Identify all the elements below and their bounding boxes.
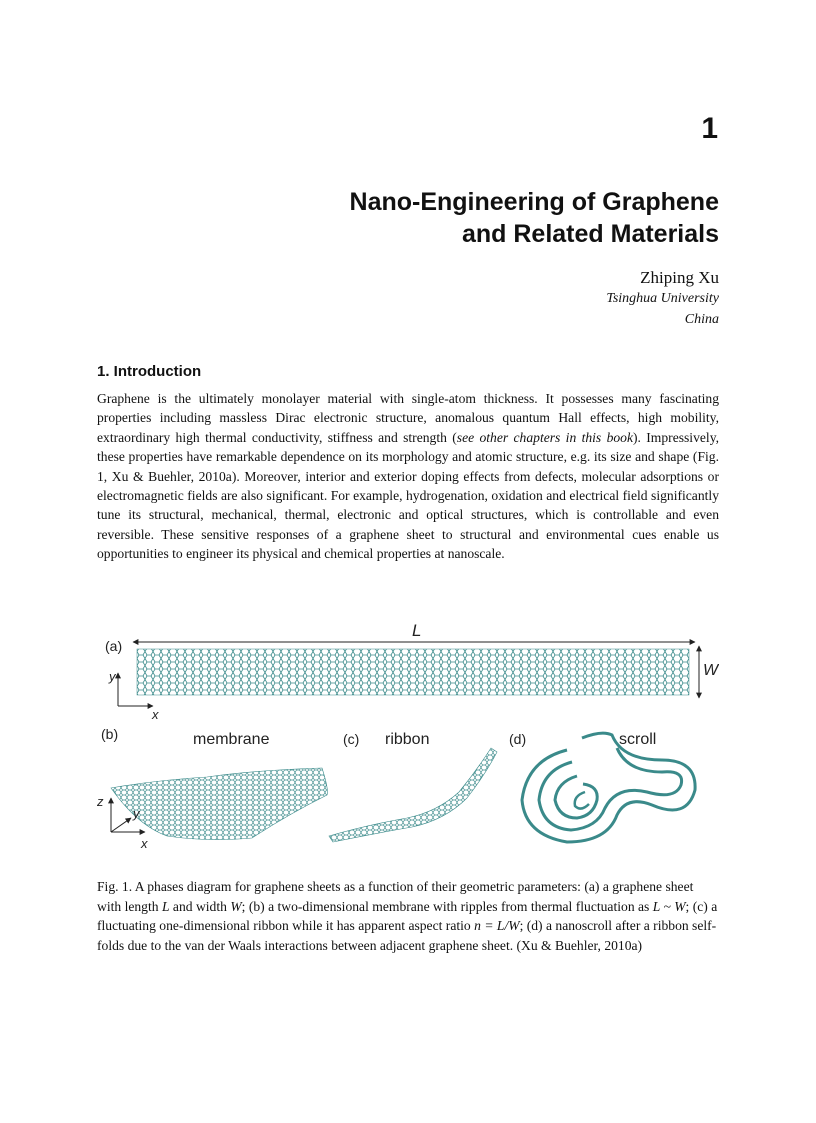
title-membrane: membrane [193, 731, 270, 748]
axis-x-label: x [152, 707, 159, 722]
section-heading: 1. Introduction [97, 363, 202, 380]
caption-var-W: W [230, 898, 242, 914]
chapter-title-line-1: Nano-Engineering of Graphene [349, 188, 719, 216]
label-W: W [703, 662, 719, 679]
caption-text-2: and width [169, 898, 231, 914]
caption-text-4: ; (c) a fluctuating one-dimensional ribbon while it has apparent aspect ratio [97, 898, 718, 934]
label-b: (b) [101, 726, 119, 742]
axis-y2-label: y [133, 806, 140, 821]
caption-text-5: ; (d) a nanoscroll after a ribbon self-folds due to the van der Waals interactions between adjacent graphene sheet. (Xu & Buehler, 2010a) [97, 918, 717, 953]
title-scroll: scroll [619, 731, 657, 748]
chapter-title-line-2: and Related Materials [461, 220, 719, 248]
chapter-title [199, 186, 719, 250]
figure-1 [97, 620, 719, 860]
intro-italic: see other chapters in this book [456, 429, 633, 445]
author-name: Zhiping Xu [640, 268, 719, 287]
intro-text-1: Graphene is the ultimately monolayer material with single-atom thickness. It possesses many fascinating properties including massless Dirac electronic structure, anomalous quantum Hall effects, high mobility, extraordinary high thermal conductivity, stiffness and strength ( [97, 391, 719, 445]
scroll-shape [522, 733, 695, 842]
caption-text-3: ; (b) a two-dimensional membrane with ripples from thermal fluctuation as [241, 898, 653, 914]
title-ribbon: ribbon [385, 731, 430, 748]
chapter-number: 1 [701, 112, 718, 145]
author-country: China [684, 312, 719, 327]
ribbon-shape [329, 748, 497, 842]
caption-var-L: L [161, 898, 170, 914]
figure-caption [97, 877, 719, 955]
caption-sim: L ~ W [652, 898, 686, 914]
axis-y2-arrow [111, 818, 131, 832]
label-a: (a) [105, 638, 123, 654]
author-affiliation: Tsinghua University [606, 291, 719, 306]
axis-x2-label: x [141, 836, 148, 851]
intro-paragraph [97, 389, 719, 564]
label-c: (c) [343, 731, 360, 747]
label-d: (d) [509, 731, 527, 747]
membrane-sheet [111, 768, 327, 840]
label-L: L [412, 621, 422, 640]
intro-text-2: ). Impressively, these properties have remarkable dependence on its morphology and atomic structure, e.g. its size and shape (Fig. 1, Xu & Buehler, 2010a). Moreover, interior and exterior doping effects from defects, molecular adsorptions or electromagnetic fields are also significant. For example, hydrogenation, oxidation and electrical field significantly tune its structural, mechanical, thermal, electronic and optical structures, which is controllable and even reversible. These sensitive responses of a graphene sheet to structural and environmental cues enable us opportunities to engineer its physical and chemical properties at nanoscale. [97, 429, 720, 562]
caption-text-1: Fig. 1. A phases diagram for graphene sheets as a function of their geometric parameters: (a) a graphene sheet with length [97, 879, 694, 914]
graphene-sheet [137, 649, 689, 695]
axis-z-label: z [97, 794, 104, 809]
caption-ratio: n = L/W [474, 918, 520, 934]
axis-y-label: y [109, 669, 116, 684]
